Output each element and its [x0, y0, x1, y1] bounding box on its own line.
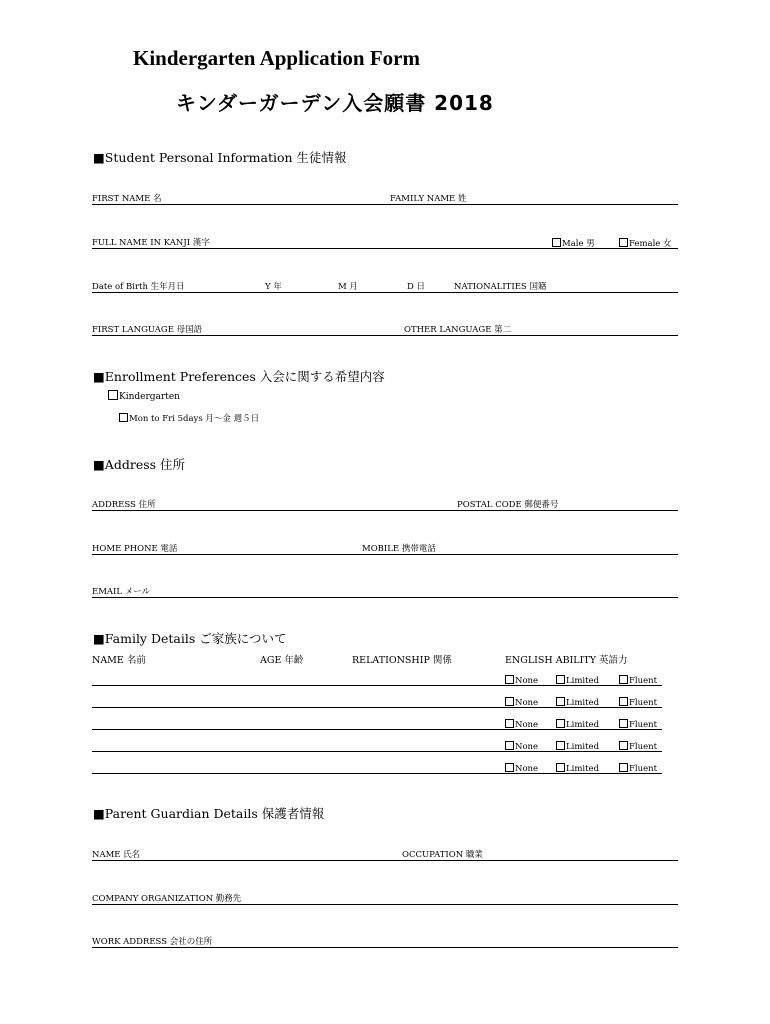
checkbox-icon[interactable]: [108, 390, 118, 400]
dob-label: Date of Birth 生年月日: [92, 282, 185, 292]
family-name-label: FAMILY NAME 姓: [390, 194, 467, 204]
family-row-line[interactable]: [92, 751, 662, 752]
english-ability-option-label: Limited: [566, 742, 600, 752]
kindergarten-option[interactable]: [108, 390, 180, 402]
checkbox-icon[interactable]: [505, 741, 514, 750]
work-address-field[interactable]: [92, 947, 678, 948]
checkbox-icon[interactable]: [556, 697, 565, 706]
checkbox-icon[interactable]: [552, 238, 561, 247]
section-header-student: ■Student Personal Information 生徒情報: [93, 150, 347, 165]
family-row-line[interactable]: [92, 773, 662, 774]
family-row-line[interactable]: [92, 685, 662, 686]
kindergarten-label: Kindergarten: [119, 392, 180, 402]
family-col-name: NAME 名前: [92, 655, 146, 666]
address-label: ADDRESS 住所: [92, 500, 156, 510]
first-name-label: FIRST NAME 名: [92, 194, 162, 204]
female-label: Female 女: [629, 239, 672, 249]
work-address-label: WORK ADDRESS 会社の住所: [92, 937, 213, 947]
male-label: Male 男: [562, 239, 595, 249]
first-name-field[interactable]: [92, 204, 678, 205]
schedule-option[interactable]: [119, 412, 259, 424]
checkbox-icon[interactable]: [619, 697, 628, 706]
checkbox-icon[interactable]: [619, 675, 628, 684]
family-col-age: AGE 年齢: [260, 655, 304, 666]
checkbox-icon[interactable]: [505, 697, 514, 706]
english-ability-option-label: None: [515, 698, 539, 708]
checkbox-icon[interactable]: [505, 763, 514, 772]
family-row-line[interactable]: [92, 729, 662, 730]
dob-month-label: M 月: [338, 282, 358, 292]
form-title: Kindergarten Application Form: [133, 46, 420, 70]
dob-field[interactable]: [92, 292, 678, 293]
english-ability-option-label: Fluent: [629, 676, 658, 686]
occupation-label: OCCUPATION 職業: [402, 850, 483, 860]
english-ability-option-label: Limited: [566, 698, 600, 708]
checkbox-icon[interactable]: [556, 675, 565, 684]
english-ability-option-label: Limited: [566, 720, 600, 730]
full-name-kanji-label: FULL NAME IN KANJI 漢字: [92, 238, 210, 248]
section-header-family: ■Family Details ご家族について: [93, 631, 287, 646]
checkbox-icon[interactable]: [556, 741, 565, 750]
family-row-line[interactable]: [92, 707, 662, 708]
home-phone-label: HOME PHONE 電話: [92, 544, 178, 554]
company-field[interactable]: [92, 904, 678, 905]
full-name-kanji-field[interactable]: [92, 248, 678, 249]
checkbox-icon[interactable]: [505, 719, 514, 728]
english-ability-option-label: None: [515, 764, 539, 774]
email-label: EMAIL メール: [92, 587, 151, 597]
mobile-label: MOBILE 携帯電話: [362, 544, 436, 554]
schedule-label: Mon to Fri 5days 月～金 週５日: [129, 414, 260, 424]
english-ability-option-label: Fluent: [629, 764, 658, 774]
phone-field[interactable]: [92, 554, 678, 555]
postal-code-label: POSTAL CODE 郵便番号: [457, 500, 559, 510]
section-header-enrollment: ■Enrollment Preferences 入会に関する希望内容: [93, 369, 385, 384]
family-col-english: ENGLISH ABILITY 英語力: [505, 655, 628, 666]
english-ability-option-label: None: [515, 676, 539, 686]
checkbox-icon[interactable]: [619, 763, 628, 772]
english-ability-option-label: None: [515, 742, 539, 752]
first-language-label: FIRST LANGUAGE 母国語: [92, 325, 203, 335]
checkbox-icon[interactable]: [619, 741, 628, 750]
english-ability-option-label: Fluent: [629, 720, 658, 730]
section-header-address: ■Address 住所: [93, 457, 186, 472]
email-field[interactable]: [92, 597, 678, 598]
checkbox-icon[interactable]: [556, 763, 565, 772]
english-ability-option-label: None: [515, 720, 539, 730]
company-label: COMPANY ORGANIZATION 勤務先: [92, 894, 242, 904]
checkbox-icon[interactable]: [619, 238, 628, 247]
checkbox-icon[interactable]: [619, 719, 628, 728]
nationalities-label: NATIONALITIES 国籍: [454, 282, 547, 292]
other-language-label: OTHER LANGUAGE 第二: [404, 325, 512, 335]
dob-day-label: D 日: [407, 282, 426, 292]
checkbox-icon[interactable]: [119, 413, 128, 422]
section-header-parent: ■Parent Guardian Details 保護者情報: [93, 806, 325, 821]
address-field[interactable]: [92, 510, 678, 511]
form-title-japanese: キンダーガーデン入会願書 2018: [176, 91, 494, 115]
family-col-relationship: RELATIONSHIP 関係: [352, 655, 452, 666]
parent-name-field[interactable]: [92, 860, 678, 861]
checkbox-icon[interactable]: [556, 719, 565, 728]
english-ability-option-label: Limited: [566, 676, 600, 686]
english-ability-option-label: Fluent: [629, 698, 658, 708]
english-ability-option-label: Fluent: [629, 742, 658, 752]
english-ability-option-label: Limited: [566, 764, 600, 774]
language-field[interactable]: [92, 335, 678, 336]
parent-name-label: NAME 氏名: [92, 850, 141, 860]
checkbox-icon[interactable]: [505, 675, 514, 684]
dob-year-label: Y 年: [265, 282, 282, 292]
